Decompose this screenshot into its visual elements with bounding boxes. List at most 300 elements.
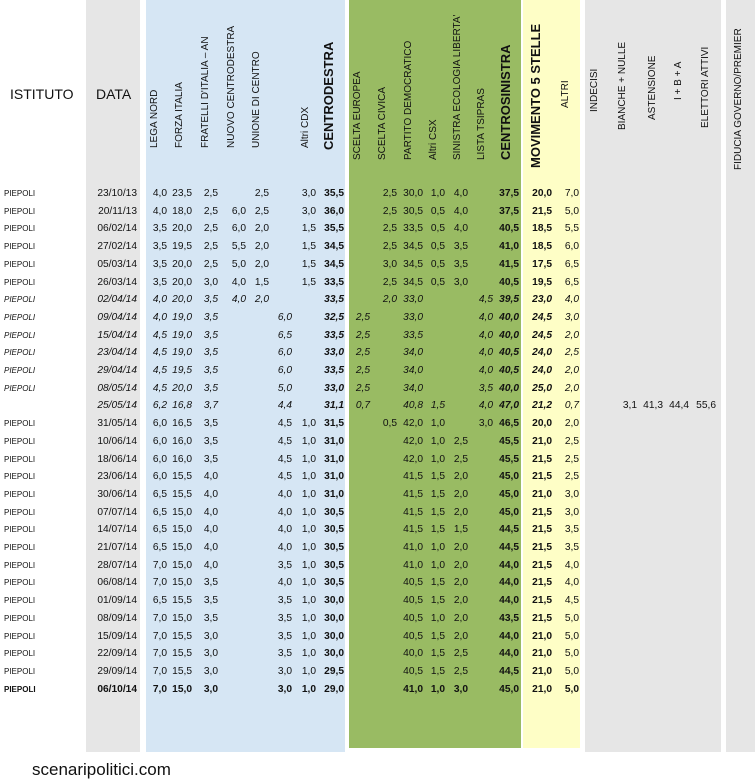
cell-cdx: 33,0 <box>324 382 344 394</box>
cell-istituto: PIEPOLI <box>4 312 36 322</box>
cell-acdx: 1,5 <box>301 276 316 288</box>
cell-altri: 4,0 <box>564 559 579 571</box>
cell-cdx: 31,5 <box>324 418 344 430</box>
cell-fdi: 3,5 <box>203 418 218 430</box>
cell-fdi: 4,0 <box>203 488 218 500</box>
cell-cdx: 30,5 <box>324 506 344 518</box>
cell-data: 08/09/14 <box>97 612 137 624</box>
cell-pd: 40,5 <box>403 595 423 607</box>
cell-istituto: PIEPOLI <box>4 295 36 305</box>
cell-pd: 42,0 <box>403 453 423 465</box>
cell-fdi: 2,5 <box>203 205 218 217</box>
cell-acdx: 1,0 <box>301 648 316 660</box>
cell-cdx: 30,5 <box>324 542 344 553</box>
cell-sel: 2,0 <box>453 506 468 518</box>
cell-udc: 2,0 <box>254 223 269 235</box>
cell-ln: 6,5 <box>152 488 167 500</box>
cell-acdx: 1,5 <box>301 258 316 270</box>
cell-data: 23/04/14 <box>97 347 137 359</box>
cell-cdx: 35,5 <box>324 188 344 199</box>
cell-csx: 40,5 <box>499 365 519 376</box>
cell-acdx: 3,0 <box>301 188 316 199</box>
cell-ncdudc: 4,0 <box>277 524 292 536</box>
cell-m5s: 23,0 <box>532 294 552 306</box>
cell-se: 0,7 <box>355 400 370 412</box>
cell-csx: 44,5 <box>499 542 519 553</box>
cell-csx: 40,5 <box>499 223 519 235</box>
cell-m5s: 25,0 <box>532 382 552 394</box>
cell-fi: 15,0 <box>172 559 192 571</box>
cell-fdi: 3,5 <box>203 311 218 323</box>
cell-m5s: 21,2 <box>532 400 552 412</box>
cell-sel: 2,0 <box>453 542 468 553</box>
cell-acdx: 1,0 <box>301 524 316 536</box>
cell-pd: 41,5 <box>403 471 423 483</box>
cell-acdx: 1,0 <box>301 418 316 430</box>
header-lega-nord: LEGA NORD <box>149 89 160 148</box>
cell-ncdudc: 5,0 <box>277 382 292 394</box>
cell-data: 15/09/14 <box>97 630 137 642</box>
cell-istituto: PIEPOLI <box>4 259 36 269</box>
cell-pd: 34,0 <box>403 382 423 394</box>
cell-altri: 2,5 <box>564 453 579 465</box>
cell-altri: 4,0 <box>564 577 579 589</box>
cell-m5s: 19,5 <box>532 276 552 288</box>
cell-acsx: 0,5 <box>430 276 445 288</box>
cell-data: 30/06/14 <box>97 488 137 500</box>
header-centrosinistra: CENTROSINISTRA <box>498 44 513 160</box>
cell-istituto: PIEPOLI <box>4 649 36 659</box>
cell-csx: 44,0 <box>499 648 519 660</box>
cell-altri: 6,5 <box>564 276 579 288</box>
cell-elettori: 55,6 <box>696 400 716 412</box>
cell-acdx: 1,0 <box>301 506 316 518</box>
cell-fi: 20,0 <box>172 294 192 306</box>
cell-fdi: 3,0 <box>203 630 218 642</box>
cell-cdx: 31,0 <box>324 471 344 483</box>
cell-istituto: PIEPOLI <box>4 189 36 198</box>
cell-ncdudc: 4,0 <box>277 506 292 518</box>
cell-se: 2,5 <box>355 329 370 341</box>
cell-ln: 3,5 <box>152 276 167 288</box>
cell-pd: 42,0 <box>403 435 423 447</box>
cell-altri: 3,0 <box>564 506 579 518</box>
cell-acsx: 1,5 <box>430 400 445 412</box>
cell-sel: 2,0 <box>453 630 468 642</box>
cell-pd: 34,5 <box>403 276 423 288</box>
cell-fdi: 3,7 <box>203 400 218 412</box>
cell-csx: 44,0 <box>499 630 519 642</box>
cell-istituto: PIEPOLI <box>4 666 36 676</box>
cell-altri: 2,5 <box>564 347 579 359</box>
cell-fdi: 3,0 <box>203 648 218 660</box>
cell-cdx: 34,5 <box>324 241 344 253</box>
cell-acdx: 1,0 <box>301 559 316 571</box>
cell-fi: 23,5 <box>172 188 192 199</box>
cell-acsx: 0,5 <box>430 223 445 235</box>
cell-acsx: 1,5 <box>430 630 445 642</box>
cell-istituto: PIEPOLI <box>4 578 36 588</box>
cell-ncd: 6,0 <box>231 223 246 235</box>
cell-data: 26/03/14 <box>97 276 137 288</box>
cell-acdx: 1,0 <box>301 542 316 553</box>
cell-altri: 2,0 <box>564 329 579 341</box>
cell-acsx: 1,0 <box>430 542 445 553</box>
cell-cdx: 31,1 <box>324 400 344 412</box>
cell-acdx: 1,0 <box>301 683 316 695</box>
cell-pd: 34,5 <box>403 258 423 270</box>
cell-istituto: PIEPOLI <box>4 366 36 375</box>
header-scelta-europea: SCELTA EUROPEA <box>352 71 363 160</box>
cell-altri: 2,5 <box>564 435 579 447</box>
cell-data: 08/05/14 <box>97 382 137 394</box>
cell-fi: 15,0 <box>172 683 192 695</box>
cell-udc: 2,0 <box>254 294 269 306</box>
cell-istituto: PIEPOLI <box>4 277 36 287</box>
cell-ln: 6,0 <box>152 453 167 465</box>
cell-ln: 7,0 <box>152 648 167 660</box>
cell-ln: 4,5 <box>152 365 167 376</box>
cell-data: 23/10/13 <box>97 188 137 199</box>
cell-ln: 6,5 <box>152 595 167 607</box>
cell-ln: 7,0 <box>152 683 167 695</box>
cell-istituto: PIEPOLI <box>4 596 36 606</box>
cell-fi: 19,5 <box>172 365 192 376</box>
header-altri-cdx: Altri CDX <box>300 106 311 148</box>
cell-csx: 45,0 <box>499 488 519 500</box>
cell-istituto: PIEPOLI <box>4 224 36 234</box>
cell-istituto: PIEPOLI <box>4 348 36 358</box>
cell-pd: 40,5 <box>403 630 423 642</box>
cell-csx: 40,5 <box>499 276 519 288</box>
cell-istituto: PIEPOLI <box>4 525 36 535</box>
cell-acsx: 1,0 <box>430 435 445 447</box>
cell-acdx: 1,0 <box>301 488 316 500</box>
cell-fdi: 4,0 <box>203 542 218 553</box>
cell-fi: 20,0 <box>172 258 192 270</box>
cell-altri: 3,5 <box>564 524 579 536</box>
cell-ncdudc: 6,0 <box>277 365 292 376</box>
cell-istituto: PIEPOLI <box>4 684 36 694</box>
header-bianche-nulle: BIANCHE + NULLE <box>617 41 628 130</box>
cell-m5s: 24,5 <box>532 311 552 323</box>
header-sinistra-ecologia: SINISTRA ECOLOGIA LIBERTA' <box>452 14 463 160</box>
cell-m5s: 21,5 <box>532 612 552 624</box>
cell-ncdudc: 4,0 <box>277 488 292 500</box>
cell-acsx: 0,5 <box>430 205 445 217</box>
cell-altri: 3,0 <box>564 311 579 323</box>
cell-m5s: 21,5 <box>532 471 552 483</box>
cell-istituto: PIEPOLI <box>4 419 36 429</box>
cell-csx: 44,0 <box>499 577 519 589</box>
cell-ncdudc: 3,5 <box>277 648 292 660</box>
cell-acsx: 1,5 <box>430 577 445 589</box>
cell-acdx: 1,0 <box>301 471 316 483</box>
cell-pd: 41,5 <box>403 524 423 536</box>
cell-cdx: 30,5 <box>324 559 344 571</box>
header-altri: ALTRI <box>560 80 571 108</box>
cell-fdi: 3,5 <box>203 577 218 589</box>
cell-altri: 5,0 <box>564 683 579 695</box>
cell-ln: 6,0 <box>152 435 167 447</box>
cell-cdx: 35,5 <box>324 223 344 235</box>
cell-m5s: 20,0 <box>532 188 552 199</box>
cell-istituto: PIEPOLI <box>4 560 36 570</box>
cell-ncdudc: 4,5 <box>277 435 292 447</box>
cell-fdi: 3,5 <box>203 382 218 394</box>
cell-fdi: 3,0 <box>203 276 218 288</box>
cell-cdx: 30,5 <box>324 577 344 589</box>
cell-cdx: 32,5 <box>324 311 344 323</box>
cell-fdi: 3,0 <box>203 683 218 695</box>
cell-ln: 4,0 <box>152 205 167 217</box>
cell-fdi: 3,5 <box>203 329 218 341</box>
cell-altri: 2,0 <box>564 418 579 430</box>
cell-pd: 34,0 <box>403 347 423 359</box>
cell-fdi: 3,5 <box>203 595 218 607</box>
cell-sc: 2,5 <box>382 188 397 199</box>
cell-data: 18/06/14 <box>97 453 137 465</box>
cell-cdx: 30,0 <box>324 595 344 607</box>
cell-cdx: 31,0 <box>324 453 344 465</box>
cell-fi: 15,0 <box>172 577 192 589</box>
cell-cdx: 33,0 <box>324 347 344 359</box>
cell-ln: 4,5 <box>152 347 167 359</box>
cell-fdi: 2,5 <box>203 188 218 199</box>
cell-ln: 4,5 <box>152 382 167 394</box>
cell-ncdudc: 4,0 <box>277 542 292 553</box>
cell-ln: 7,0 <box>152 577 167 589</box>
cell-ln: 3,5 <box>152 258 167 270</box>
header-partito-democratico: PARTITO DEMOCRATICO <box>403 40 414 160</box>
cell-pd: 41,0 <box>403 542 423 553</box>
cell-sc: 2,5 <box>382 241 397 253</box>
cell-acsx: 1,5 <box>430 506 445 518</box>
cell-se: 2,5 <box>355 311 370 323</box>
cell-sel: 4,0 <box>453 205 468 217</box>
cell-ncd: 5,5 <box>231 241 246 253</box>
cell-fi: 15,0 <box>172 542 192 553</box>
cell-acsx: 1,0 <box>430 683 445 695</box>
header-fratelli-italia: FRATELLI D'ITALIA – AN <box>200 36 211 148</box>
cell-ln: 4,0 <box>152 188 167 199</box>
cell-m5s: 21,5 <box>532 524 552 536</box>
cell-ncdudc: 6,0 <box>277 311 292 323</box>
cell-acdx: 1,0 <box>301 435 316 447</box>
cell-cdx: 29,0 <box>324 683 344 695</box>
cell-istituto: PIEPOLI <box>4 330 36 340</box>
cell-sel: 2,5 <box>453 453 468 465</box>
cell-acsx: 0,5 <box>430 258 445 270</box>
cell-csx: 39,5 <box>499 294 519 306</box>
cell-ncdudc: 3,5 <box>277 559 292 571</box>
cell-csx: 37,5 <box>499 188 519 199</box>
cell-data: 06/02/14 <box>97 223 137 235</box>
cell-ts: 3,5 <box>478 382 493 394</box>
cell-pd: 30,5 <box>403 205 423 217</box>
cell-pd: 33,0 <box>403 294 423 306</box>
cell-sel: 3,5 <box>453 241 468 253</box>
cell-fi: 20,0 <box>172 223 192 235</box>
cell-csx: 44,0 <box>499 595 519 607</box>
cell-data: 05/03/14 <box>97 258 137 270</box>
cell-fi: 20,0 <box>172 382 192 394</box>
cell-csx: 40,0 <box>499 382 519 394</box>
cell-sel: 2,0 <box>453 488 468 500</box>
cell-sel: 4,0 <box>453 188 468 199</box>
cell-pd: 41,0 <box>403 683 423 695</box>
cell-pd: 40,5 <box>403 577 423 589</box>
cell-pd: 42,0 <box>403 418 423 430</box>
cell-ln: 4,0 <box>152 294 167 306</box>
cell-ncd: 4,0 <box>231 294 246 306</box>
cell-altri: 3,0 <box>564 488 579 500</box>
cell-altri: 6,0 <box>564 241 579 253</box>
cell-ts: 4,0 <box>478 400 493 412</box>
cell-udc: 2,5 <box>254 188 269 199</box>
cell-sel: 2,5 <box>453 665 468 677</box>
cell-data: 22/09/14 <box>97 648 137 660</box>
cell-udc: 2,0 <box>254 241 269 253</box>
cell-acsx: 1,5 <box>430 665 445 677</box>
cell-m5s: 20,0 <box>532 418 552 430</box>
header-istituto: ISTITUTO <box>10 86 74 102</box>
cell-ncdudc: 6,5 <box>277 329 292 341</box>
cell-data: 29/09/14 <box>97 665 137 677</box>
cell-altri: 5,0 <box>564 665 579 677</box>
cell-m5s: 21,5 <box>532 542 552 553</box>
cell-ncdudc: 4,5 <box>277 471 292 483</box>
cell-csx: 45,0 <box>499 683 519 695</box>
cell-csx: 45,5 <box>499 435 519 447</box>
header-altri-csx: Altri CSX <box>428 119 439 160</box>
header-ib-a: I + B + A <box>673 61 684 100</box>
cell-altri: 2,0 <box>564 365 579 376</box>
cell-altri: 5,0 <box>564 648 579 660</box>
cell-cdx: 30,0 <box>324 612 344 624</box>
cell-fi: 15,5 <box>172 471 192 483</box>
cell-csx: 41,0 <box>499 241 519 253</box>
cell-m5s: 24,5 <box>532 329 552 341</box>
header-m5s: MOVIMENTO 5 STELLE <box>528 23 543 168</box>
cell-sel: 2,5 <box>453 435 468 447</box>
cell-pd: 41,5 <box>403 506 423 518</box>
cell-m5s: 21,5 <box>532 506 552 518</box>
cell-fdi: 4,0 <box>203 506 218 518</box>
cell-data: 21/07/14 <box>97 542 137 553</box>
cell-fdi: 3,0 <box>203 665 218 677</box>
cell-sel: 2,0 <box>453 577 468 589</box>
cell-acdx: 1,0 <box>301 665 316 677</box>
cell-ts: 3,0 <box>478 418 493 430</box>
cell-fi: 18,0 <box>172 205 192 217</box>
footer-source: scenaripolitici.com <box>32 760 171 779</box>
cell-acdx: 3,0 <box>301 205 316 217</box>
cell-ncdudc: 4,0 <box>277 577 292 589</box>
cell-csx: 40,0 <box>499 311 519 323</box>
cell-istituto: PIEPOLI <box>4 454 36 464</box>
cell-ln: 6,0 <box>152 471 167 483</box>
cell-csx: 44,0 <box>499 559 519 571</box>
cell-data: 02/04/14 <box>97 294 137 306</box>
cell-acsx: 1,0 <box>430 188 445 199</box>
cell-acsx: 1,0 <box>430 418 445 430</box>
cell-ln: 4,0 <box>152 311 167 323</box>
cell-se: 2,5 <box>355 382 370 394</box>
cell-ln: 3,5 <box>152 223 167 235</box>
header-astensione: ASTENSIONE <box>647 55 658 120</box>
cell-fdi: 3,5 <box>203 453 218 465</box>
cell-ln: 6,5 <box>152 524 167 536</box>
cell-se: 2,5 <box>355 365 370 376</box>
cell-acsx: 1,5 <box>430 524 445 536</box>
cell-pd: 34,0 <box>403 365 423 376</box>
cell-fi: 15,0 <box>172 612 192 624</box>
cell-cdx: 29,5 <box>324 665 344 677</box>
cell-udc: 2,0 <box>254 258 269 270</box>
cell-udc: 1,5 <box>254 276 269 288</box>
cell-fi: 15,0 <box>172 506 192 518</box>
cell-m5s: 21,5 <box>532 453 552 465</box>
cell-se: 2,5 <box>355 347 370 359</box>
cell-m5s: 24,0 <box>532 347 552 359</box>
cell-acsx: 1,5 <box>430 595 445 607</box>
cell-ncdudc: 3,5 <box>277 630 292 642</box>
cell-cdx: 34,5 <box>324 258 344 270</box>
cell-m5s: 17,5 <box>532 258 552 270</box>
cell-csx: 46,5 <box>499 418 519 430</box>
cell-m5s: 18,5 <box>532 223 552 235</box>
cell-acsx: 1,0 <box>430 612 445 624</box>
cell-cdx: 33,5 <box>324 365 344 376</box>
cell-fi: 19,5 <box>172 241 192 253</box>
cell-pd: 33,5 <box>403 329 423 341</box>
cell-sc: 3,0 <box>382 258 397 270</box>
cell-fdi: 2,5 <box>203 241 218 253</box>
cell-acsx: 1,0 <box>430 559 445 571</box>
cell-data: 06/10/14 <box>97 683 137 695</box>
cell-altri: 0,7 <box>564 400 579 412</box>
cell-fdi: 4,0 <box>203 524 218 536</box>
cell-pd: 40,5 <box>403 612 423 624</box>
cell-fi: 15,0 <box>172 524 192 536</box>
cell-sel: 2,0 <box>453 612 468 624</box>
cell-fi: 16,5 <box>172 418 192 430</box>
cell-csx: 41,5 <box>499 258 519 270</box>
cell-ncd: 6,0 <box>231 205 246 217</box>
cell-ln: 6,5 <box>152 506 167 518</box>
cell-csx: 43,5 <box>499 612 519 624</box>
cell-data: 28/07/14 <box>97 559 137 571</box>
cell-sel: 1,5 <box>453 524 468 536</box>
cell-ts: 4,0 <box>478 311 493 323</box>
cell-pd: 33,5 <box>403 223 423 235</box>
cell-acdx: 1,0 <box>301 612 316 624</box>
cell-acsx: 1,5 <box>430 648 445 660</box>
cell-acsx: 1,5 <box>430 471 445 483</box>
header-data: DATA <box>96 86 132 102</box>
cell-fdi: 3,5 <box>203 347 218 359</box>
cell-csx: 45,0 <box>499 471 519 483</box>
cell-fdi: 3,5 <box>203 612 218 624</box>
header-forza-italia: FORZA ITALIA <box>174 82 185 148</box>
cell-fdi: 3,5 <box>203 294 218 306</box>
cell-altri: 2,0 <box>564 382 579 394</box>
cell-fi: 16,0 <box>172 435 192 447</box>
cell-altri: 5,5 <box>564 223 579 235</box>
cell-sc: 0,5 <box>382 418 397 430</box>
cell-m5s: 21,0 <box>532 630 552 642</box>
